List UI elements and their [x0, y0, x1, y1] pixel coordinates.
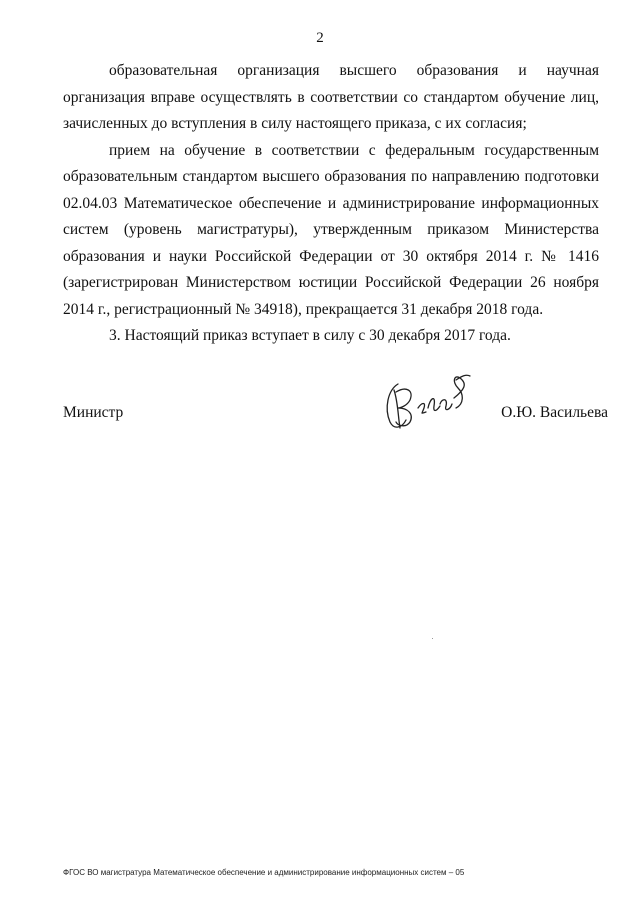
- signatory-name: О.Ю. Васильева: [501, 404, 608, 421]
- handwritten-signature: [380, 368, 480, 438]
- paragraph-1: образовательная организация высшего образования и научная организация вправе осуществлять в соответствии со стандартом обучение лиц, зачисленных до вступления в силу настоящего приказа, с их согласия;: [63, 62, 599, 132]
- signature-block: [63, 404, 608, 426]
- scan-speck: [432, 638, 433, 639]
- signatory-role: Министр: [63, 404, 124, 421]
- page-number: 2: [316, 30, 324, 46]
- page-footer: ФГОС ВО магистратура Математическое обеспечение и администрирование информационных систем – 05: [63, 868, 465, 877]
- paragraph-3: 3. Настоящий приказ вступает в силу с 30 декабря 2017 года.: [109, 327, 511, 344]
- document-body: [63, 58, 599, 350]
- paragraph-2: прием на обучение в соответствии с федеральным государственным образовательным стандартом высшего образования по направлению подготовки 02.04.03 Математическое обеспечение и администрирование информационных систем (уровень магистратуры), утвержденным приказом Министерства образования и науки Российской Федерации от 30 октября 2014 г. № 1416 (зарегистрирован Министерством юстиции Российской Федерации 26 ноября 2014 г., регистрационный № 34918), прекращается 31 декабря 2018 года.: [63, 141, 599, 318]
